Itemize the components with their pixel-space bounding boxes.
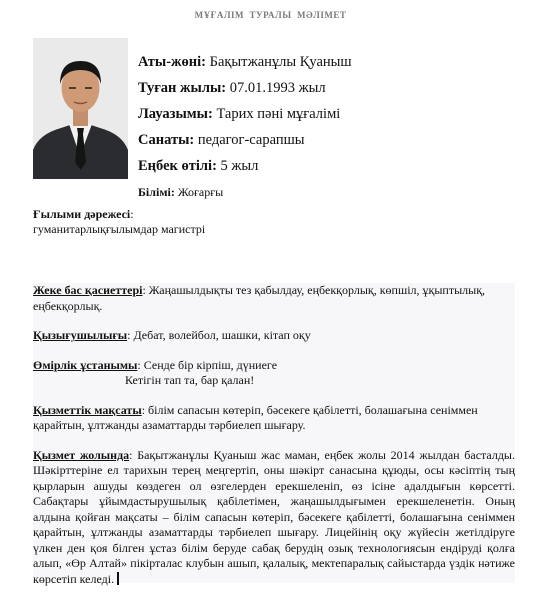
traits-value: : Жаңашылдықты тез қабылдау, еңбекқорлық, көпшіл, ұқыптылық, еңбекқорлық. — [33, 283, 486, 313]
experience-row — [138, 157, 538, 175]
document-title: МҰҒАЛІМ ТУРАЛЫ МӘЛІМЕТ — [194, 10, 347, 20]
education-label: Білімі: — [138, 185, 175, 199]
experience-label: Еңбек өтілі: — [138, 158, 217, 174]
degree-label: Ғылыми дәрежесі — [33, 207, 131, 221]
goal-paragraph — [33, 403, 515, 434]
position-row — [138, 105, 538, 123]
category-label: Санаты: — [138, 132, 195, 148]
education-row — [138, 183, 538, 201]
text-cursor — [117, 572, 119, 585]
teacher-photo — [33, 38, 128, 179]
category-value: педагог-сарапшы — [194, 132, 305, 148]
position-value: Тарих пәні мұғалімі — [212, 106, 341, 122]
experience-value: 5 жыл — [216, 158, 259, 174]
motto-label: Өмірлік ұстанымы — [33, 357, 138, 372]
hobby-paragraph — [33, 328, 515, 344]
degree-value: гуманитарлықғылымдар магистрі — [33, 222, 206, 236]
career-paragraph — [33, 448, 515, 588]
hobby-label: Қызығушылығы — [33, 328, 128, 342]
goal-value: : білім сапасын көтеріп, бәсекеге қабілетті, болашағына сеніммен қарайтын, ұлтжанды азаматтарды тәрбиелеп шығару. — [33, 402, 478, 432]
portrait-icon — [33, 38, 128, 179]
birth-year-row — [138, 79, 538, 97]
birth-year-value: 07.01.1993 жыл — [226, 80, 326, 96]
name-value: Бақытжанұлы Қуаныш — [206, 54, 352, 70]
name-label: Аты-жөні: — [138, 54, 206, 70]
birth-year-label: Туған жылы: — [138, 80, 227, 96]
motto-line-2: Кетігін тап та, бар қалан! — [125, 373, 255, 387]
degree-block — [33, 207, 205, 237]
hobby-value: : Дебат, волейбол, шашки, кітап оқу — [127, 328, 311, 342]
motto-line-1: : Сенде бір кірпіш, дүниеге — [137, 357, 278, 372]
position-label: Лауазымы: — [138, 106, 213, 122]
career-value: : Бақытжанұлы Қуаныш жас маман, еңбек жолы 2014 жылдан басталды. Шәкірттеріне ел тарихын терең меңгертіп, оны шәкірт санасына құюды, осы кәсіптің тың қырларын ашуды көздеген ол өзгелерден ерекшеленіп, өз ісіне адалдығын көрсетті. Сабақтары ұйымдастырушылық қабілетімен, жаңашылдығымен ерекшеленетін. Оның алдына қойған мақсаты – білім сапасын көтеріп, бәсекеге қабілетті, болашағына сеніммен қарайтын, ұлтжанды азаматтарды тәрбиелеп шығару. Лицейінің оқу жүйесін жетілдіруге үлкен ден қоя білген ұстаз білім беруде сабақ берудің озық технологиясын ендіруді қолға алып, «Өр Алтай» пікірталас клубын ашып, қалалық, мектепаралық сайыстарда үздік нәтиже көрсетіп келеді. — [33, 447, 515, 586]
education-value: Жоғарғы — [174, 185, 224, 199]
career-label: Қызмет жолында — [33, 447, 130, 462]
traits-paragraph — [33, 283, 515, 314]
traits-label: Жеке бас қасиеттері — [33, 283, 143, 297]
category-row — [138, 131, 538, 149]
name-row — [138, 53, 538, 71]
degree-colon: : — [130, 207, 134, 221]
profile-fields — [138, 53, 538, 209]
motto-paragraph — [33, 358, 515, 389]
goal-label: Қызметтік мақсаты — [33, 402, 142, 417]
biography-section — [33, 283, 515, 586]
